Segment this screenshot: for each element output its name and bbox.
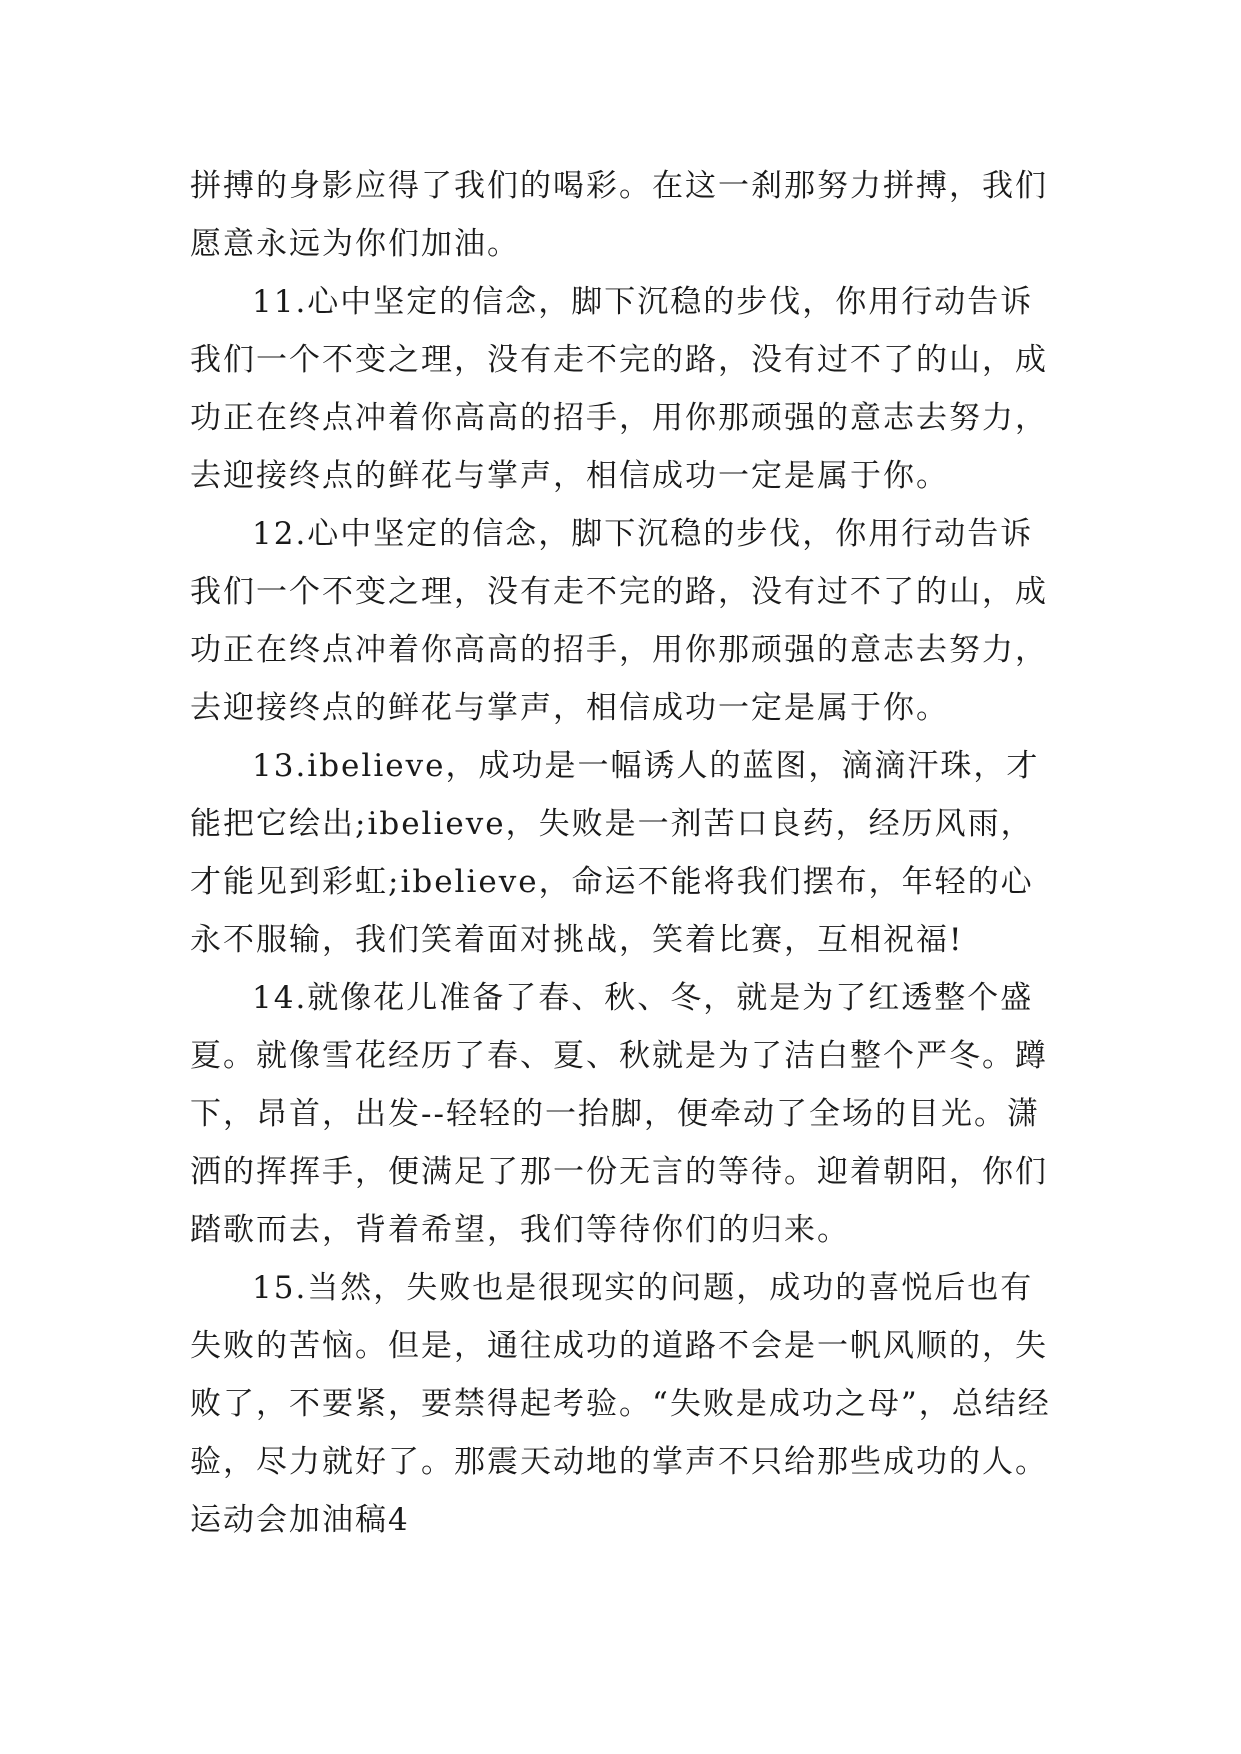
text-line: 败了，不要紧，要禁得起考验。“失败是成功之母”，总结经 [190,1386,1051,1422]
paragraph-14-start: 14.就像花儿准备了春、秋、冬，就是为了红透整个盛 [252,980,1034,1016]
text-line: 验，尽力就好了。那震天动地的掌声不只给那些成功的人。 [190,1444,1048,1480]
text-line: 去迎接终点的鲜花与掌声，相信成功一定是属于你。 [190,690,949,726]
text-line: 功正在终点冲着你高高的招手，用你那顽强的意志去努力， [190,400,1048,436]
text-line: 愿意永远为你们加油。 [190,226,520,262]
paragraph-15-start: 15.当然，失败也是很现实的问题，成功的喜悦后也有 [252,1270,1034,1306]
text-line: 踏歌而去，背着希望，我们等待你们的归来。 [190,1212,850,1248]
text-line: 拼搏的身影应得了我们的喝彩。在这一刹那努力拼搏，我们 [190,168,1048,204]
paragraph-12-start: 12.心中坚定的信念，脚下沉稳的步伐，你用行动告诉 [252,516,1034,552]
text-line: 洒的挥挥手，便满足了那一份无言的等待。迎着朝阳，你们 [190,1154,1048,1190]
text-line: 功正在终点冲着你高高的招手，用你那顽强的意志去努力， [190,632,1048,668]
text-line: 才能见到彩虹;ibelieve，命运不能将我们摆布，年轻的心 [190,864,1034,900]
text-line: 我们一个不变之理，没有走不完的路，没有过不了的山，成 [190,574,1048,610]
text-line: 能把它绘出;ibelieve，失败是一剂苦口良药，经历风雨， [190,806,1034,842]
paragraph-13-start: 13.ibelieve，成功是一幅诱人的蓝图，滴滴汗珠，才 [252,748,1040,784]
section-heading: 运动会加油稿4 [190,1502,410,1538]
text-line: 我们一个不变之理，没有走不完的路，没有过不了的山，成 [190,342,1048,378]
text-line: 去迎接终点的鲜花与掌声，相信成功一定是属于你。 [190,458,949,494]
text-line: 永不服输，我们笑着面对挑战，笑着比赛，互相祝福! [190,922,964,958]
paragraph-11-start: 11.心中坚定的信念，脚下沉稳的步伐，你用行动告诉 [252,284,1034,320]
text-line: 夏。就像雪花经历了春、夏、秋就是为了洁白整个严冬。蹲 [190,1038,1048,1074]
text-line: 失败的苦恼。但是，通往成功的道路不会是一帆风顺的，失 [190,1328,1048,1364]
text-line: 下，昂首，出发--轻轻的一抬脚，便牵动了全场的目光。潇 [190,1096,1040,1132]
